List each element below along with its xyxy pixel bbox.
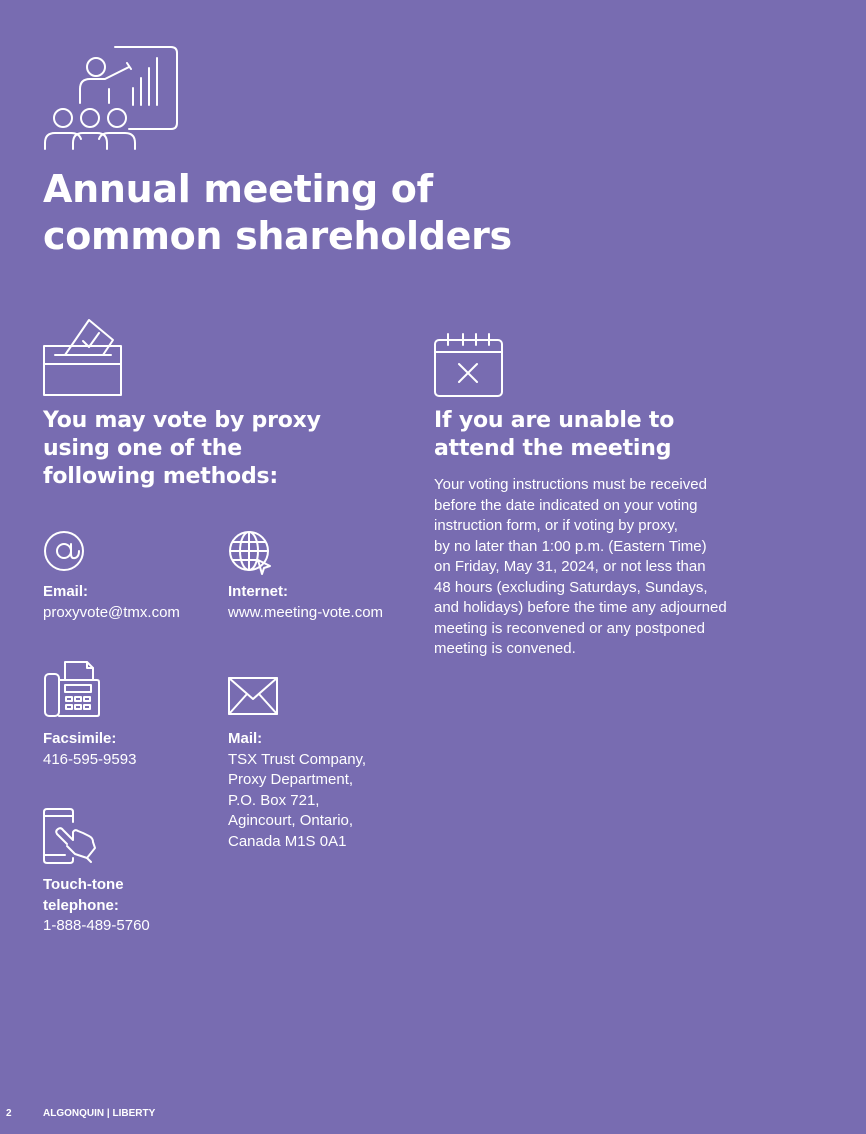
telephone-label: telephone: [43, 896, 119, 914]
fax-machine-icon [43, 660, 101, 718]
mail-address-line: P.O. Box 721, [228, 791, 320, 809]
telephone-label: Touch-tone [43, 876, 124, 893]
mail-method [228, 729, 366, 852]
globe-icon [228, 530, 274, 576]
mail-label: Mail: [228, 730, 263, 747]
at-sign-icon [43, 530, 85, 572]
telephone-method [43, 875, 150, 937]
internet-value[interactable]: www.meeting-vote.com [228, 603, 384, 621]
facsimile-label: Facsimile: [43, 730, 117, 747]
email-label: Email: [43, 583, 89, 600]
voting-instructions-paragraph: Your voting instructions must be received before the date indicated on your voting instruction form, or if voting by proxy, by no later than 1:00 p.m. (Eastern Time) on Friday, May 31, 2024, or not less than 48 hours (excluding Saturdays, Sundays, and holidays) before the time any adjourned meeting is reconvened or any postponed meeting is convened. [434, 476, 727, 657]
mail-address-line: Proxy Department, [228, 771, 354, 788]
calendar-cancel-icon [434, 333, 504, 398]
email-method [43, 582, 180, 623]
vote-by-proxy-heading: You may vote by proxy using one of the following methods: [43, 408, 321, 489]
internet-label: Internet: [228, 583, 288, 600]
email-value[interactable]: proxyvote@tmx.com [43, 603, 180, 621]
brand-name: ALGONQUIN | LIBERTY [43, 1108, 156, 1119]
facsimile-method [43, 729, 136, 770]
page-title: Annual meeting of common shareholders [43, 167, 512, 258]
smartphone-touch-icon [43, 808, 99, 864]
mail-address-line: Canada M1S 0A1 [228, 832, 347, 850]
mail-address-line: Agincourt, Ontario, [228, 812, 354, 829]
envelope-icon [228, 677, 278, 715]
unable-to-attend-heading: If you are unable to attend the meeting [434, 408, 675, 461]
presentation-meeting-icon [43, 45, 179, 153]
ballot-box-icon [43, 318, 123, 398]
page-number: 2 [6, 1108, 12, 1119]
mail-address-line: TSX Trust Company, [228, 750, 367, 768]
telephone-value: 1-888-489-5760 [43, 917, 150, 934]
internet-method [228, 582, 383, 623]
facsimile-value: 416-595-9593 [43, 750, 137, 768]
